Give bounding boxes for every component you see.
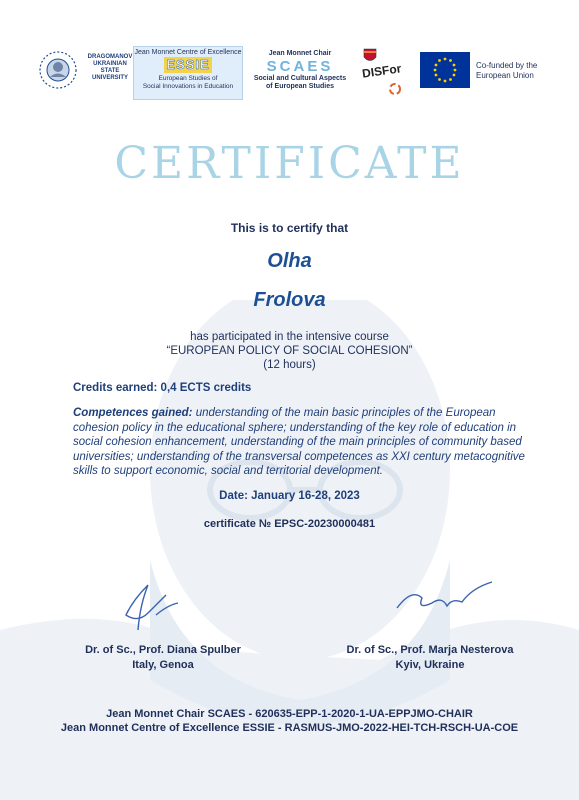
logo-bar xyxy=(0,42,579,102)
certificate-number: certificate № EPSC-20230000481 xyxy=(203,518,376,530)
dragomanov-line-3: STATE xyxy=(100,68,120,74)
credits-earned: Credits earned: 0,4 ECTS credits xyxy=(73,382,252,394)
eu-text-line-2: European Union xyxy=(476,71,534,80)
essie-top-text: Jean Monnet Centre of Excellence xyxy=(134,49,242,56)
disfor-swirl-icon xyxy=(388,82,402,96)
competences-paragraph xyxy=(73,406,525,479)
signature-spulber xyxy=(118,575,188,635)
signer-left-name: Dr. of Sc., Prof. Diana Spulber xyxy=(85,644,241,656)
competences-label: Competences gained: xyxy=(73,407,193,419)
eu-cofunded-logo xyxy=(420,52,550,92)
essie-bottom-line-2: Social Innovations in Education xyxy=(142,83,234,90)
certificate-title: CERTIFICATE xyxy=(114,138,465,189)
signature-nesterova xyxy=(392,578,502,618)
recipient-last-name: Frolova xyxy=(253,289,326,311)
eu-text-line-1: Co-funded by the xyxy=(476,61,538,70)
dragomanov-seal-icon xyxy=(38,50,78,90)
recipient-first-name: Olha xyxy=(267,250,312,272)
scaes-logo xyxy=(246,50,354,98)
signer-left-place: Italy, Genoa xyxy=(132,659,194,671)
disfor-mark: DISFor xyxy=(361,61,403,81)
disfor-logo xyxy=(360,48,416,98)
footer-line-1: Jean Monnet Chair SCAES - 620635-EPP-1-2020-1-UA-EPPJMO-CHAIR xyxy=(106,708,473,720)
essie-logo xyxy=(133,46,243,100)
essie-bottom-line-1: European Studies of xyxy=(158,75,218,82)
course-date: Date: January 16-28, 2023 xyxy=(219,490,360,502)
crest-icon xyxy=(362,48,378,64)
participated-text: has participated in the intensive course xyxy=(190,331,389,343)
dragomanov-line-1: DRAGOMANOV xyxy=(87,54,133,60)
course-hours: (12 hours) xyxy=(263,359,316,371)
eu-flag-icon xyxy=(420,52,470,88)
course-block xyxy=(0,330,579,372)
scaes-bottom-line-1: Social and Cultural Aspects xyxy=(253,75,347,82)
competences-text: understanding of the main basic principles of the European cohesion policy in the educational sphere; understanding of the key role of education in social cohesion enhancement, understanding of the main principles of community based universities; understanding of the transversal competences as XXI century metacognitive skills to support economic, social and territorial development. xyxy=(73,407,525,477)
dragomanov-line-4: UNIVERSITY xyxy=(91,75,128,81)
signer-right-name: Dr. of Sc., Prof. Marja Nesterova xyxy=(346,644,514,656)
signer-right xyxy=(330,643,530,673)
signer-right-place: Kyiv, Ukraine xyxy=(395,659,465,671)
signer-left xyxy=(68,643,258,673)
course-name: “EUROPEAN POLICY OF SOCIAL COHESION” xyxy=(166,345,413,357)
essie-mark: ESSIE xyxy=(164,57,212,73)
scaes-bottom-line-2: of European Studies xyxy=(265,83,335,90)
certify-intro: This is to certify that xyxy=(230,221,349,235)
scaes-mark: SCAES xyxy=(266,58,334,75)
dragomanov-university-logo xyxy=(38,48,138,94)
scaes-top-text: Jean Monnet Chair xyxy=(268,50,332,57)
footer-line-2: Jean Monnet Centre of Excellence ESSIE - RASMUS-JMO-2022-HEI-TCH-RSCH-UA-COE xyxy=(60,722,519,734)
dragomanov-line-2: UKRAINIAN xyxy=(93,61,127,67)
